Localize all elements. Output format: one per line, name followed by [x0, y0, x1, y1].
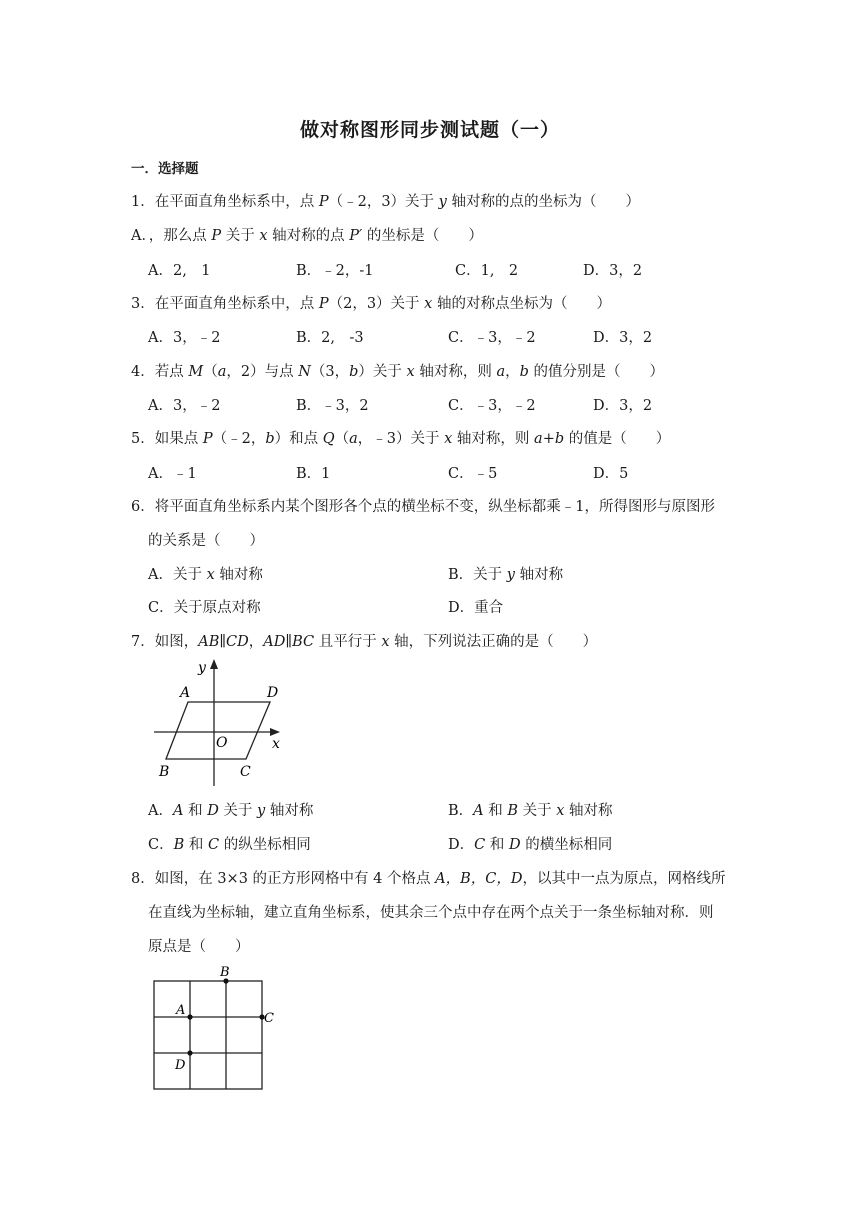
q7-label-d: D [267, 685, 279, 701]
q8-label-b: B [220, 965, 230, 980]
q2-option-a: A．2, 1 [148, 263, 211, 279]
question-1: 1．在平面直角坐标系中，点 P（﹣2，3）关于 y 轴对称的点的坐标为（ ） [131, 194, 640, 210]
q7-option-c: C．B 和 C 的纵坐标相同 [148, 837, 311, 853]
question-7: 7．如图，AB∥CD，AD∥BC 且平行于 x 轴，下列说法正确的是（ ） [131, 634, 598, 650]
q7-x-axis-arrow [270, 728, 280, 736]
q7-label-o: O [216, 735, 228, 751]
q7-figure [150, 655, 290, 790]
page-title: 做对称图形同步测试题（一） [299, 119, 560, 141]
q7-label-b: B [159, 764, 170, 780]
q3-option-b: B．2, -3 [296, 330, 364, 346]
q5-option-d: D．5 [593, 466, 629, 482]
q2-option-b: B．﹣2，-1 [296, 263, 374, 279]
question-4: 4．若点 M（a，2）与点 N（3，b）关于 x 轴对称，则 a，b 的值分别是（ ） [131, 364, 664, 380]
question-3: 3．在平面直角坐标系中，点 P（2，3）关于 x 轴的对称点坐标为（ ） [131, 296, 611, 312]
q5-option-c: C．﹣5 [448, 466, 498, 482]
question-2: A．，那么点 P 关于 x 轴对称的点 P′ 的坐标是（ ） [131, 228, 483, 244]
question-5: 5．如果点 P（﹣2，b）和点 Q（a，﹣3）关于 x 轴对称，则 a+b 的值是（ ） [131, 431, 671, 447]
q6-option-d: D．重合 [448, 600, 504, 616]
q7-label-c: C [240, 764, 251, 780]
q7-label-a: A [180, 685, 191, 701]
q4-option-d: D．3，2 [593, 398, 653, 414]
q5-option-a: A．﹣1 [148, 466, 197, 482]
q7-option-b: B．A 和 B 关于 x 轴对称 [448, 803, 613, 819]
q6-option-b: B．关于 y 轴对称 [448, 567, 564, 583]
q8-grid-figure [145, 960, 285, 1095]
q8-label-d: D [175, 1058, 186, 1073]
q2-option-d: D．3，2 [583, 263, 643, 279]
q7-option-d: D．C 和 D 的横坐标相同 [448, 837, 613, 853]
q6-option-a: A．关于 x 轴对称 [148, 567, 263, 583]
q7-option-a: A．A 和 D 关于 y 轴对称 [148, 803, 314, 819]
q3-option-c: C．﹣3，﹣2 [448, 330, 536, 346]
q8-label-c: C [264, 1011, 274, 1026]
q7-label-x: x [272, 736, 280, 752]
q3-option-a: A．3，﹣2 [148, 330, 221, 346]
q8-grid [154, 981, 262, 1089]
q3-option-d: D．3，2 [593, 330, 653, 346]
question-6-line-1: 6．将平面直角坐标系内某个图形各个点的横坐标不变，纵坐标都乘﹣1，所得图形与原图形 [131, 499, 715, 515]
q2-option-c: C．1, 2 [455, 263, 519, 279]
question-8-line-1: 8．如图，在 3×3 的正方形网格中有 4 个格点 A，B，C，D，以其中一点为原点，网格线所 [131, 871, 726, 887]
q4-option-a: A．3，﹣2 [148, 398, 221, 414]
q8-point-d [187, 1050, 192, 1055]
question-6-line-2: 的关系是（ ） [148, 533, 264, 549]
q4-option-b: B．﹣3，2 [296, 398, 369, 414]
q5-option-b: B．1 [296, 466, 331, 482]
section-heading: 一．选择题 [131, 161, 199, 177]
q8-label-a: A [176, 1003, 186, 1018]
q8-point-a [187, 1014, 192, 1019]
q6-option-c: C．关于原点对称 [148, 600, 261, 616]
q7-y-axis-arrow [210, 659, 218, 669]
question-8-line-2: 在直线为坐标轴，建立直角坐标系，使其余三个点中存在两个点关于一条坐标轴对称．则 [148, 905, 714, 921]
q7-label-y: y [198, 660, 206, 676]
q4-option-c: C．﹣3，﹣2 [448, 398, 536, 414]
question-8-line-3: 原点是（ ） [148, 939, 250, 955]
